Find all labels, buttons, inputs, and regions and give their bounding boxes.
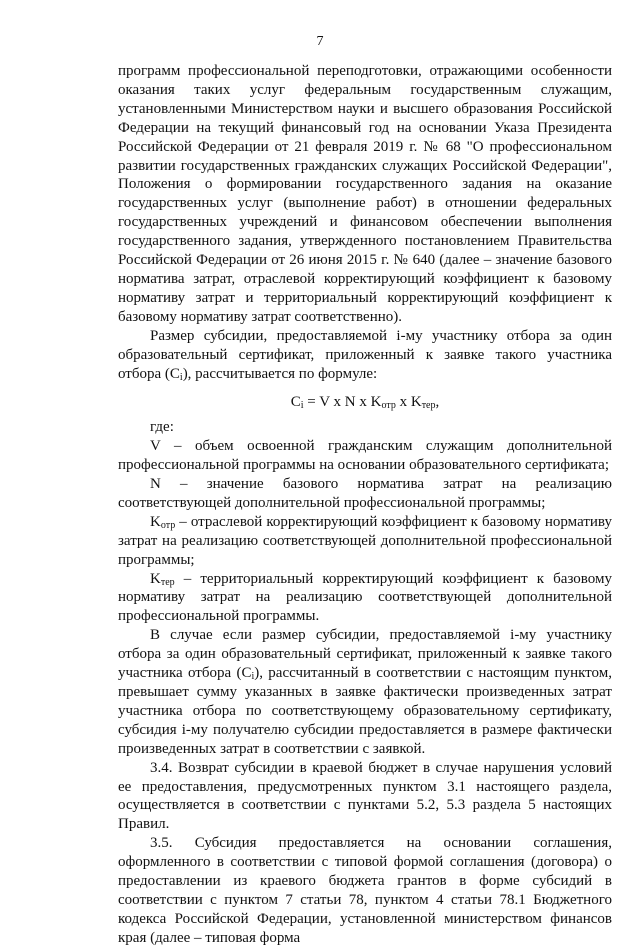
- subscript: отр: [160, 519, 176, 531]
- text-span: K: [150, 570, 161, 587]
- formula-ci: C: [290, 394, 301, 411]
- text-span: – территориальный корректирующий коэффициент к базовому нормативу затрат на реализацию соответствующей дополнительной профессиональной программы.: [118, 570, 612, 625]
- subscript: i: [179, 371, 183, 383]
- text-span: – отраслевой корректирующий коэффициент к базовому нормативу затрат на реализацию соответствующей дополнительной профессиональной программы;: [118, 513, 612, 568]
- paragraph-v-definition: V – объем освоенной гражданским служащим дополнительной профессиональной программы на основании образовательного сертификата;: [118, 438, 612, 474]
- subscript: тер: [160, 576, 175, 588]
- paragraph-kter-definition: [118, 570, 612, 627]
- text-span: ), рассчитывается по формуле:: [182, 365, 378, 382]
- formula-k1-sub: отр: [381, 400, 396, 412]
- paragraph-kotr-definition: [118, 513, 612, 570]
- text-span: ), рассчитанный в соответствии с настоящим пунктом, превышает сумму указанных в заявке фактически произведенных затрат участника отбора по соответствующему образовательному сертификату, субсидия i-му получателю субсидии предоставляется в размере фактически произведенных затрат в соответствии с заявкой.: [118, 665, 612, 757]
- paragraph-subsidy-size: [118, 327, 612, 384]
- formula: [118, 393, 612, 412]
- paragraph-3-5: 3.5. Субсидия предоставляется на основании соглашения, оформленного в соответствии с типовой формой соглашения (договора) о предоставлении из краевого бюджета грантов в форме субсидий в соответствии с пунктом 7 статьи 78, пунктом 4 статьи 78.1 Бюджетного кодекса Российской Федерации, установленной министерством финансов края (далее – типовая форма: [118, 835, 612, 946]
- text-span: В случае если размер субсидии, предоставляемой i-му участнику отбора за один образовательный сертификат, приложенный к заявке такого участника отбора (C: [118, 627, 612, 682]
- text-span: K: [150, 513, 161, 530]
- formula-ci-sub: i: [300, 400, 304, 412]
- page-number: 7: [316, 34, 324, 49]
- text-span: Размер субсидии, предоставляемой i-му участнику отбора за один образовательный сертификат, приложенный к заявке такого участника отбора (C: [118, 327, 612, 382]
- paragraph-n-definition: N – значение базового норматива затрат на реализацию соответствующей дополнительной профессиональной программы;: [118, 476, 612, 511]
- formula-end: ,: [435, 394, 440, 411]
- paragraph-continuation: программ профессиональной переподготовки, отражающими особенности оказания таких услуг федеральным государственным служащим, установленными Министерством науки и высшего образования Российской Федерации на текущий финансовый год на основании Указа Президента Российской Федерации от 21 февраля 2019 г. № 68 "О профессиональном развитии государственных гражданских служащих Российской Федерации", Положения о формировании государственного задания на оказание государственных услуг (выполнение работ) в отношении федеральных государственных учреждений и финансовом обеспечении выполнения государственного задания, утвержденного постановлением Правительства Российской Федерации от 26 июня 2015 г. № 640 (далее – значение базового норматива затрат, отраслевой корректирующий коэффициент к базовому нормативу затрат и территориальный корректирующий коэффициент к базовому нормативу затрат соответственно).: [118, 63, 612, 325]
- formula-mid: = V x N x K: [303, 394, 382, 411]
- paragraph-where: где:: [150, 419, 174, 436]
- paragraph-exceeds-case: [118, 626, 612, 758]
- document-body: [118, 62, 612, 948]
- formula-x: x K: [395, 394, 422, 411]
- formula-k2-sub: тер: [421, 400, 436, 412]
- paragraph-3-4: 3.4. Возврат субсидии в краевой бюджет в случае нарушения условий ее предоставления, предусмотренных пунктом 3.1 настоящего раздела, осуществляется в соответствии с пунктами 5.2, 5.3 раздела 5 настоящих Правил.: [118, 759, 612, 833]
- subscript: i: [251, 671, 255, 683]
